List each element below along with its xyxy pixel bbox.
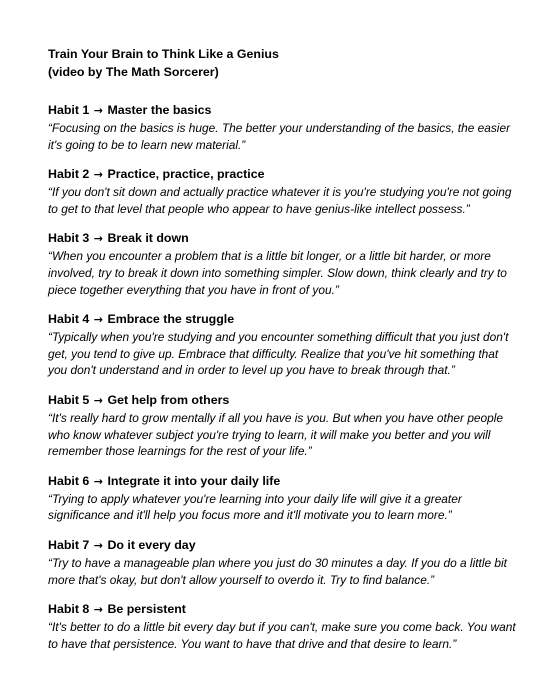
habit-name: Integrate it into your daily life bbox=[107, 473, 281, 488]
habit-heading bbox=[48, 230, 520, 247]
habit-number: Habit 1 bbox=[48, 103, 90, 117]
document-title bbox=[48, 45, 520, 81]
habit-number: Habit 5 bbox=[48, 392, 90, 407]
habit-number: Habit 4 bbox=[48, 312, 90, 327]
arrow-icon: → bbox=[93, 313, 103, 327]
habit-heading bbox=[48, 473, 520, 490]
habit-name: Do it every day bbox=[107, 537, 196, 552]
habit-quote: “If you don't sit down and actually practice whatever it is you're studying you're not going to get to that level that people who appear to have genius-like intellect possess.” bbox=[48, 185, 512, 216]
habit-heading bbox=[48, 166, 520, 183]
habit-heading bbox=[48, 311, 520, 328]
habit-name: Master the basics bbox=[107, 103, 212, 117]
arrow-icon: → bbox=[93, 474, 103, 488]
habit-item bbox=[48, 537, 520, 588]
habit-quote: “It's better to do a little bit every day but if you can't, make sure you come back. You want to have that persistence. You want to have that drive and that desire to learn.” bbox=[48, 620, 516, 651]
arrow-icon: → bbox=[93, 168, 103, 182]
habit-number: Habit 3 bbox=[48, 231, 90, 246]
habit-heading bbox=[48, 392, 520, 409]
habit-list bbox=[48, 102, 520, 652]
habit-name: Break it down bbox=[107, 231, 189, 246]
habit-item bbox=[48, 392, 520, 460]
habit-number: Habit 6 bbox=[48, 473, 90, 488]
habit-number: Habit 2 bbox=[48, 167, 90, 182]
arrow-icon: → bbox=[93, 603, 103, 617]
title-line: Train Your Brain to Think Like a Genius bbox=[48, 47, 279, 61]
habit-item bbox=[48, 230, 520, 298]
habit-name: Get help from others bbox=[107, 392, 230, 407]
habit-quote: “It's really hard to grow mentally if all you have is you. But when you have other people who know whatever subject you're trying to learn, it will make you better and you will remember those learnings for the rest of your life.” bbox=[48, 410, 504, 459]
habit-number: Habit 7 bbox=[48, 537, 90, 552]
arrow-icon: → bbox=[93, 538, 103, 552]
habit-item bbox=[48, 473, 520, 524]
arrow-icon: → bbox=[93, 393, 103, 407]
habit-item bbox=[48, 601, 520, 652]
habit-item bbox=[48, 102, 520, 153]
habit-quote: “Trying to apply whatever you're learning into your daily life will give it a greater significance and it'll help you focus more and it'll motivate you to learn more.” bbox=[48, 491, 462, 523]
habit-item bbox=[48, 166, 520, 217]
habit-number: Habit 8 bbox=[48, 602, 90, 617]
habit-name: Be persistent bbox=[107, 602, 186, 617]
habit-quote: “Try to have a manageable plan where you just do 30 minutes a day. If you do a little bit more that's okay, but don't allow yourself to overdo it. Try to find balance.” bbox=[48, 555, 507, 587]
habit-quote: “Focusing on the basics is huge. The better your understanding of the basics, the easier it's going to be to learn new material.” bbox=[48, 121, 511, 152]
subtitle-line: (video by The Math Sorcerer) bbox=[48, 65, 219, 79]
habit-name: Embrace the struggle bbox=[107, 312, 235, 327]
habit-quote: “When you encounter a problem that is a little bit longer, or a little bit harder, or more involved, try to break it down into something simpler. Slow down, think clearly and try to piece together everything that you have in front of you.” bbox=[48, 249, 507, 297]
habit-name: Practice, practice, practice bbox=[107, 167, 265, 182]
habit-heading bbox=[48, 537, 520, 554]
arrow-icon: → bbox=[93, 232, 103, 246]
habit-item bbox=[48, 311, 520, 379]
habit-heading bbox=[48, 601, 520, 618]
habit-heading bbox=[48, 102, 520, 119]
arrow-icon: → bbox=[93, 104, 103, 117]
habit-quote: “Typically when you're studying and you encounter something difficult that you just don't get, you tend to give up. Embrace that difficulty. Realize that you've hit something that you don't understand and in order to level up you have to break through that.” bbox=[48, 330, 509, 378]
